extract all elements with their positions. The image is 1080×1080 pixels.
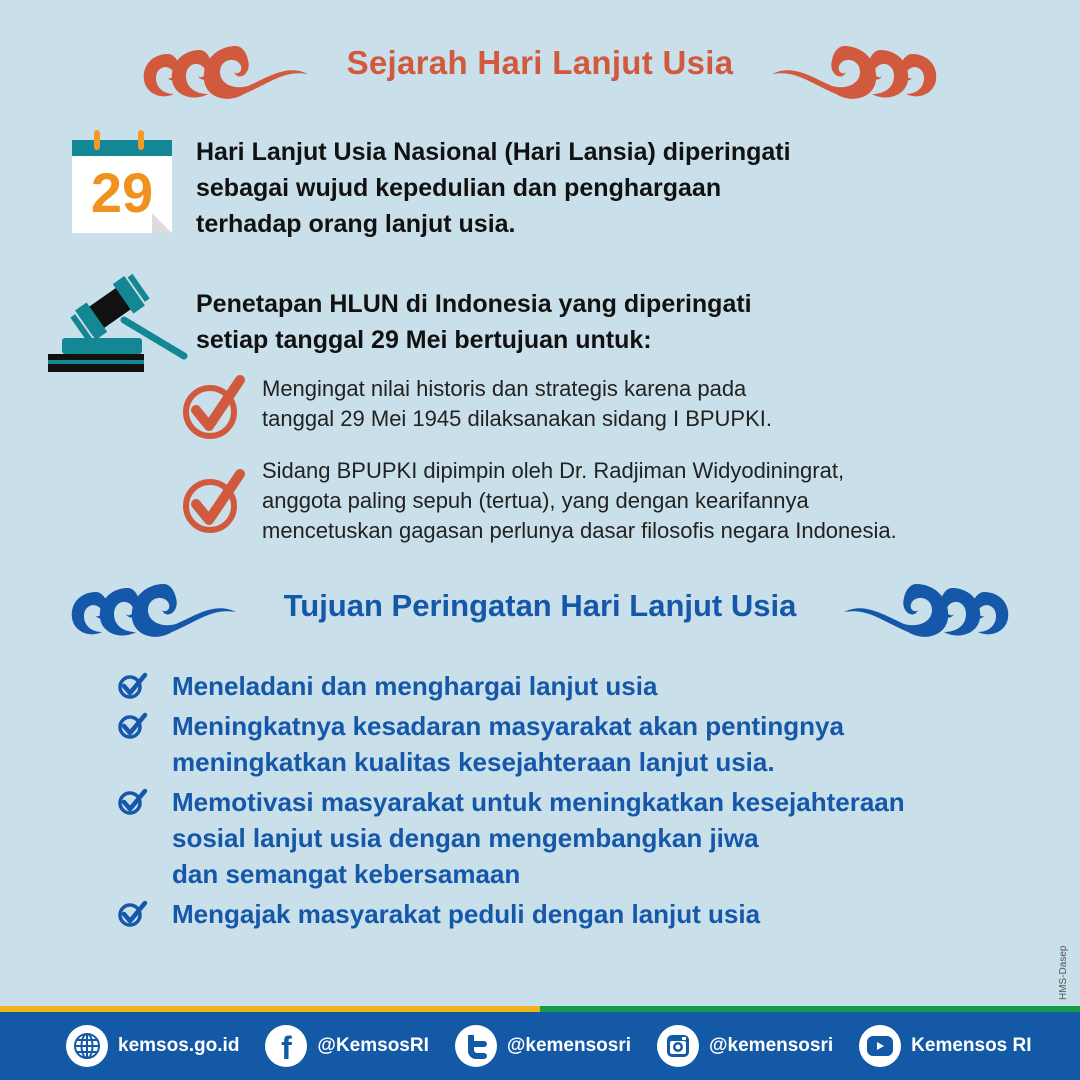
check-circle-icon: [182, 374, 246, 440]
social-link-facebook[interactable]: f @KemsosRI: [265, 1025, 428, 1067]
section-title-goals: Tujuan Peringatan Hari Lanjut Usia: [283, 588, 797, 623]
twitter-icon: [455, 1025, 497, 1067]
calendar-day: 29: [90, 161, 154, 224]
calendar-icon: [72, 128, 172, 234]
intro-paragraph: Hari Lanjut Usia Nasional (Hari Lansia) diperingati sebagai wujud kepedulian dan penghargaan terhadap orang lanjut usia.: [196, 138, 791, 238]
goal-item: Meningkatnya kesadaran masyarakat akan pentingnya meningkatkan kualitas kesejahteraan lanjut usia.: [118, 708, 1048, 780]
goal-item: Meneladani dan menghargai lanjut usia: [118, 668, 1048, 704]
goal-item: Memotivasi masyarakat untuk meningkatkan kesejahteraan sosial lanjut usia dengan mengembangkan jiwa dan semangat kebersamaan: [118, 784, 1048, 892]
social-link-website[interactable]: kemsos.go.id: [66, 1025, 239, 1067]
check-icon: [118, 788, 148, 816]
check-circle-icon: [182, 468, 246, 534]
check-icon: [118, 672, 148, 700]
section-title-history: Sejarah Hari Lanjut Usia: [346, 44, 734, 81]
ornament-right-blue-icon: [840, 578, 1016, 642]
goals-list: [118, 668, 1048, 936]
youtube-icon: [859, 1025, 901, 1067]
goal-item: Mengajak masyarakat peduli dengan lanjut usia: [118, 896, 1048, 932]
globe-icon: [66, 1025, 108, 1067]
credit-text: HMS-Dasep: [1058, 945, 1069, 1000]
social-link-twitter[interactable]: @kemensosri: [455, 1025, 631, 1067]
ornament-right-orange-icon: [770, 40, 942, 104]
facebook-icon: f: [265, 1025, 307, 1067]
instagram-icon: [657, 1025, 699, 1067]
purpose-heading: Penetapan HLUN di Indonesia yang diperingati setiap tanggal 29 Mei bertujuan untuk:: [196, 290, 752, 354]
reason-item: Sidang BPUPKI dipimpin oleh Dr. Radjiman Widyodiningrat, anggota paling sepuh (tertua), yang dengan kearifannya mencetuskan gagasan perlunya dasar filosofis negara Indonesia.: [262, 458, 897, 543]
reason-item: Mengingat nilai historis dan strategis karena pada tanggal 29 Mei 1945 dilaksanakan sidang I BPUPKI.: [262, 376, 772, 431]
social-link-youtube[interactable]: Kemensos RI: [859, 1025, 1031, 1067]
check-icon: [118, 712, 148, 740]
gavel-icon: [46, 268, 192, 388]
check-icon: [118, 900, 148, 928]
social-link-instagram[interactable]: @kemensosri: [657, 1025, 833, 1067]
footer-social-bar: [0, 1012, 1080, 1080]
